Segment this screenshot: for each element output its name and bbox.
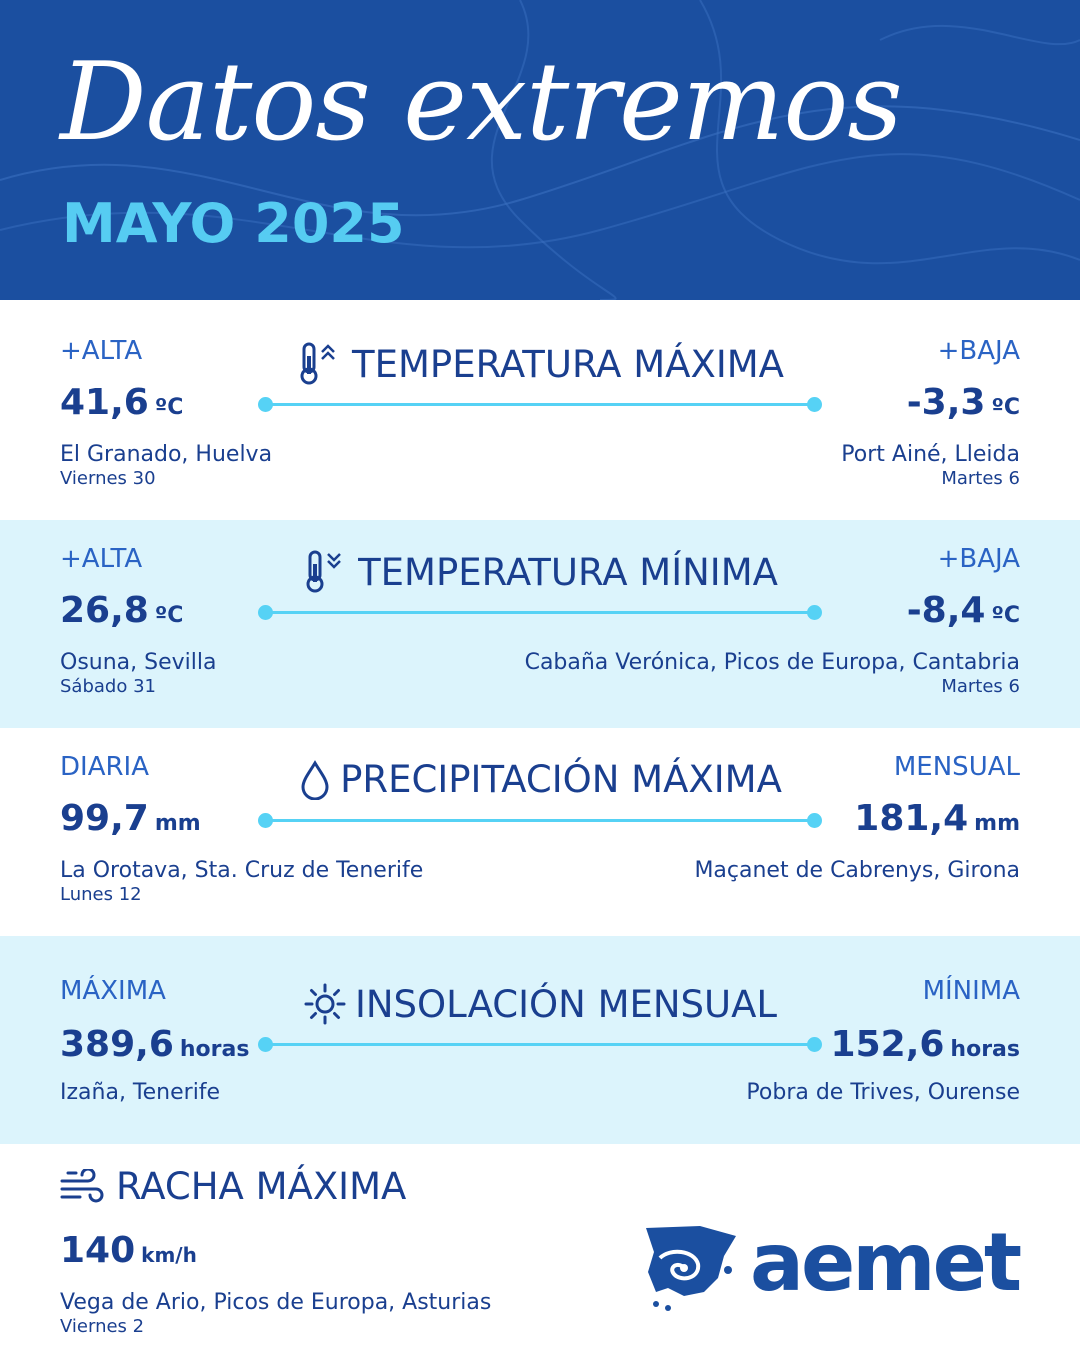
drop-icon [298, 760, 332, 800]
right-place: Cabaña Verónica, Picos de Europa, Cantabria [524, 650, 1020, 675]
right-place: Pobra de Trives, Ourense [746, 1080, 1020, 1105]
right-value: 181,4 mm [854, 798, 1020, 839]
racha-date: Viernes 2 [60, 1316, 145, 1337]
right-label: +BAJA [937, 336, 1020, 366]
right-label: MENSUAL [893, 752, 1020, 782]
right-label: +BAJA [937, 544, 1020, 574]
left-date: Viernes 30 [60, 468, 156, 489]
left-place: Osuna, Sevilla [60, 650, 217, 675]
range-line [265, 611, 815, 614]
section-title: PRECIPITACIÓN MÁXIMA [260, 758, 820, 801]
left-value: 26,8 ºC [60, 590, 184, 631]
right-label: MÍNIMA [922, 976, 1020, 1006]
right-value: -3,3 ºC [906, 382, 1020, 423]
left-place: El Granado, Huelva [60, 442, 273, 467]
left-label: MÁXIMA [60, 976, 166, 1006]
thermometer-up-icon [296, 342, 344, 386]
spain-map-icon [640, 1222, 740, 1314]
wind-icon [60, 1169, 104, 1205]
left-date: Sábado 31 [60, 676, 156, 697]
page-subtitle: MAYO 2025 [62, 192, 405, 255]
thermometer-down-icon [302, 550, 350, 594]
page-title: Datos extremos [60, 40, 902, 165]
right-date: Martes 6 [941, 468, 1020, 489]
left-label: +ALTA [60, 544, 143, 574]
right-value: 152,6 horas [830, 1024, 1020, 1065]
range-line [265, 403, 815, 406]
section-title: INSOLACIÓN MENSUAL [260, 982, 820, 1026]
right-value: -8,4 ºC [906, 590, 1020, 631]
sun-icon [303, 982, 347, 1026]
racha-place: Vega de Ario, Picos de Europa, Asturias [60, 1290, 492, 1315]
section-insolacion-mensual [0, 936, 1080, 1144]
aemet-logo [640, 1216, 1030, 1314]
section-title: TEMPERATURA MÁXIMA [260, 342, 820, 386]
right-place: Maçanet de Cabrenys, Girona [694, 858, 1020, 883]
racha-title: RACHA MÁXIMA [60, 1165, 406, 1208]
left-label: +ALTA [60, 336, 143, 366]
left-value: 41,6 ºC [60, 382, 184, 423]
right-date: Martes 6 [941, 676, 1020, 697]
logo-text: aemet [750, 1216, 1020, 1309]
left-value: 99,7 mm [60, 798, 201, 839]
section-precipitacion-maxima [0, 728, 1080, 936]
section-temperatura-maxima [0, 312, 1080, 520]
section-temperatura-minima [0, 520, 1080, 728]
right-place: Port Ainé, Lleida [841, 442, 1020, 467]
header-banner [0, 0, 1080, 300]
range-line [265, 1043, 815, 1046]
left-date: Lunes 12 [60, 884, 142, 905]
left-label: DIARIA [60, 752, 149, 782]
section-title: TEMPERATURA MÍNIMA [260, 550, 820, 594]
left-value: 389,6 horas [60, 1024, 250, 1065]
range-line [265, 819, 815, 822]
left-place: Izaña, Tenerife [60, 1080, 221, 1105]
left-place: La Orotava, Sta. Cruz de Tenerife [60, 858, 424, 883]
racha-value: 140 km/h [60, 1230, 197, 1271]
